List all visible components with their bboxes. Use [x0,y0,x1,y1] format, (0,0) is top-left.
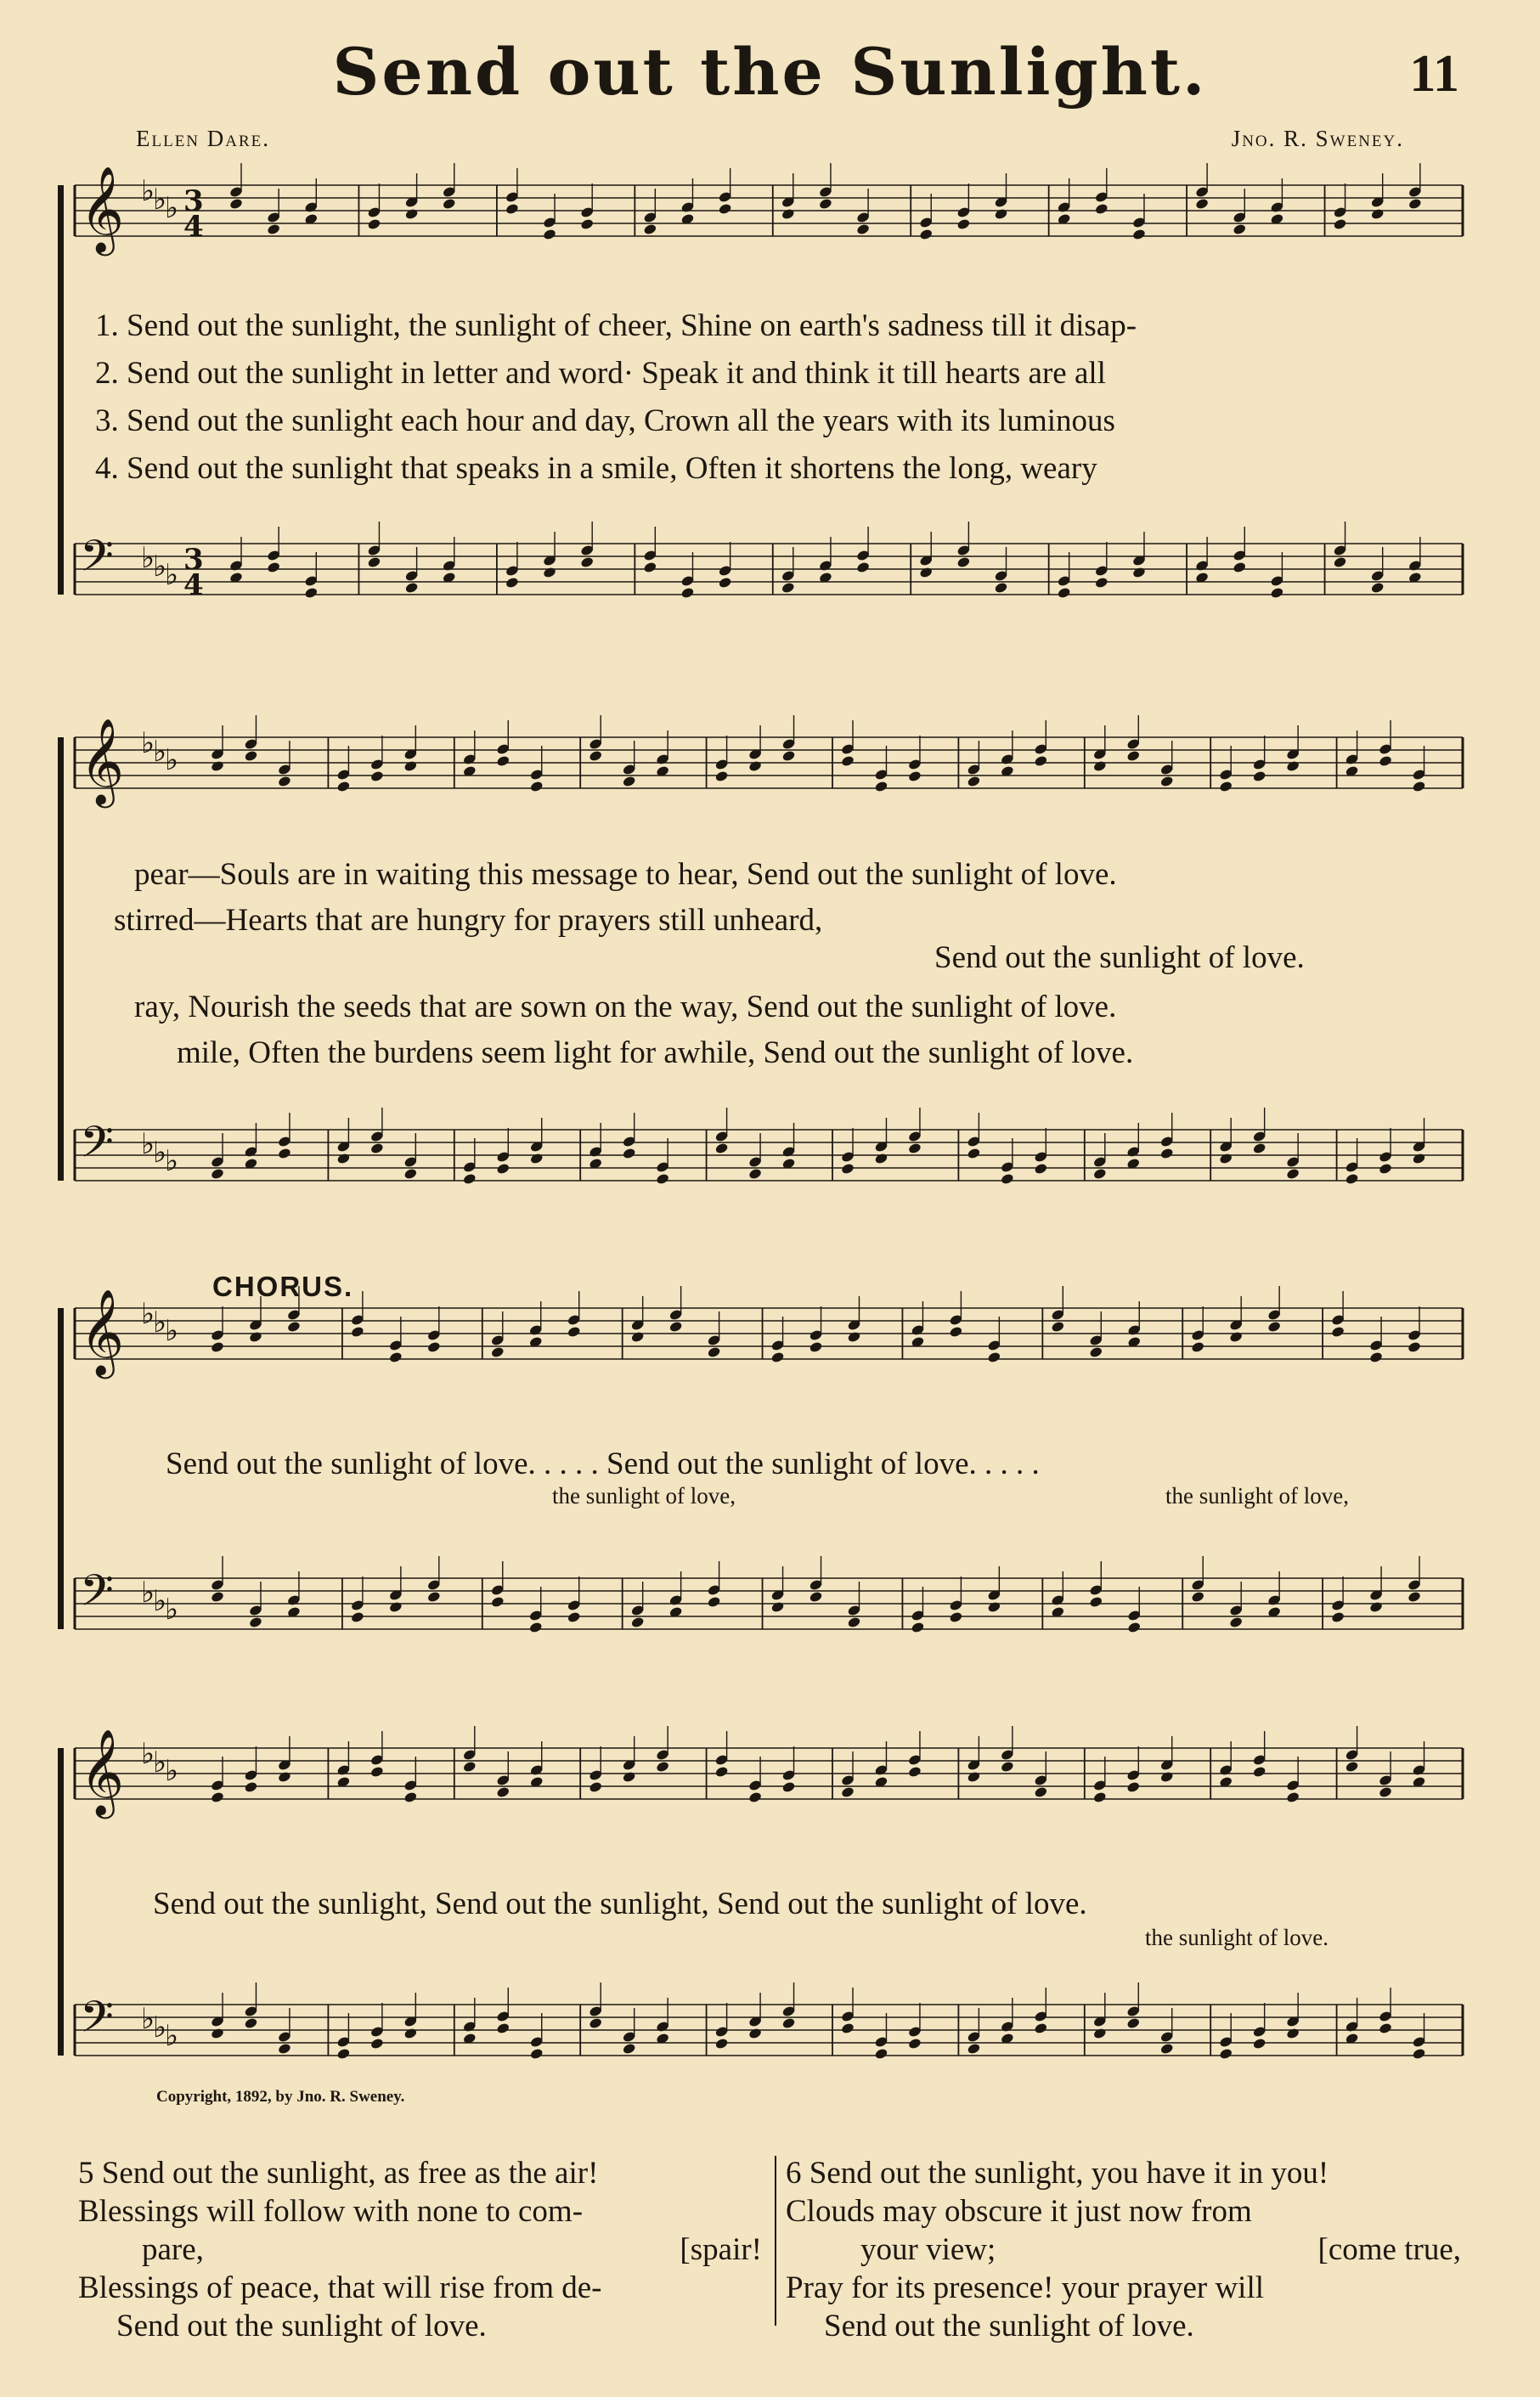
verse-6 [786,2154,1461,2345]
svg-text:3: 3 [183,543,204,577]
verse-3-line-b: ray, Nourish the seeds that are sown on the way, Send out the sunlight of love. [134,990,1117,1024]
svg-text:♭: ♭ [165,2019,179,2053]
verse-4-line-a: 4. Send out the sunlight that speaks in a smile, Often it shortens the long, weary [95,451,1097,486]
verse-5-line: Send out the sunlight of love. [116,2309,487,2343]
chorus-line-1: Send out the sunlight of love. . . . . Send out the sunlight of love. . . . . [166,1447,1040,1481]
verse-divider [775,2156,776,2326]
verse-1-line-b: pear—Souls are in waiting this message to hear, Send out the sunlight of love. [134,857,1117,892]
svg-text:♭: ♭ [153,183,167,217]
svg-text:𝄞: 𝄞 [80,717,125,804]
copyright-notice: Copyright, 1892, by Jno. R. Sweney. [156,2088,405,2106]
svg-text:♭: ♭ [141,1576,155,1610]
svg-text:𝄢: 𝄢 [80,1116,114,1178]
svg-text:♭: ♭ [165,743,179,777]
svg-text:𝄢: 𝄢 [80,530,114,592]
page-number: 11 [1409,45,1459,103]
svg-text:♭: ♭ [141,541,155,575]
svg-text:♭: ♭ [153,1746,167,1779]
verse-6-line: [come true, [1317,2232,1461,2267]
composer-credit: Jno. R. Sweney. [1231,126,1404,151]
svg-text:♭: ♭ [141,1297,155,1331]
verse-6-line: 6 Send out the sunlight, you have it in you! [786,2156,1329,2191]
chorus-label: CHORUS. [212,1271,354,1302]
chorus-echo-1b: the sunlight of love, [1165,1483,1349,1509]
verse-6-line: Clouds may obscure it just now from [786,2194,1252,2229]
chorus-line-2: Send out the sunlight, Send out the sunlight, Send out the sunlight of love. [153,1887,1087,1921]
verse-3-line-a: 3. Send out the sunlight each hour and day, Crown all the years with its luminous [95,403,1115,438]
verse-5-line: Blessings will follow with none to com- [78,2194,584,2229]
verse-4-line-b: mile, Often the burdens seem light for awhile, Send out the sunlight of love. [177,1035,1134,1070]
svg-text:♭: ♭ [153,1306,167,1340]
svg-text:𝄞: 𝄞 [80,165,125,252]
svg-text:𝄞: 𝄞 [80,1728,125,1815]
svg-text:4: 4 [183,568,204,602]
svg-text:3: 3 [183,184,204,218]
svg-text:♭: ♭ [141,726,155,760]
svg-text:𝄢: 𝄢 [80,1565,114,1627]
verse-5-line: Blessings of peace, that will rise from de- [78,2270,602,2305]
svg-text:♭: ♭ [153,1584,167,1618]
chorus-echo-2: the sunlight of love. [1145,1925,1328,1950]
verse-2-line-c: Send out the sunlight of love. [934,940,1305,975]
svg-text:♭: ♭ [141,174,155,208]
hymn-title: Send out the Sunlight. [332,34,1208,110]
svg-text:♭: ♭ [153,1136,167,1170]
svg-text:♭: ♭ [141,1737,155,1771]
svg-text:♭: ♭ [165,558,179,592]
svg-text:♭: ♭ [141,2002,155,2036]
verse-5 [78,2154,762,2345]
svg-text:𝄞: 𝄞 [80,1288,125,1375]
svg-text:𝄢: 𝄢 [80,1991,114,2053]
verse-6-line: your view; [860,2232,996,2267]
svg-text:♭: ♭ [153,2011,167,2044]
svg-text:♭: ♭ [141,1127,155,1161]
verse-1-line-a: 1. Send out the sunlight, the sunlight of cheer, Shine on earth's sadness till it disap- [95,308,1137,343]
verse-6-line: Pray for its presence! your prayer will [786,2270,1265,2305]
svg-text:♭: ♭ [165,1144,179,1178]
svg-text:♭: ♭ [165,1754,179,1788]
svg-text:♭: ♭ [165,1314,179,1348]
verse-5-line: 5 Send out the sunlight, as free as the air! [78,2156,599,2191]
svg-text:4: 4 [183,210,204,244]
author-credit: Ellen Dare. [136,126,271,151]
svg-text:♭: ♭ [165,191,179,225]
verse-2-line-b: stirred—Hearts that are hungry for prayers still unheard, [114,903,823,938]
svg-text:♭: ♭ [153,550,167,584]
verse-6-line: Send out the sunlight of love. [824,2309,1194,2343]
verse-2-line-a: 2. Send out the sunlight in letter and word· Speak it and think it till hearts are all [95,356,1106,391]
svg-text:♭: ♭ [165,1593,179,1627]
svg-text:♭: ♭ [153,735,167,769]
chorus-echo-1a: the sunlight of love, [552,1483,736,1509]
verse-5-line: pare, [142,2232,204,2267]
verse-5-line: [spair! [680,2232,762,2267]
